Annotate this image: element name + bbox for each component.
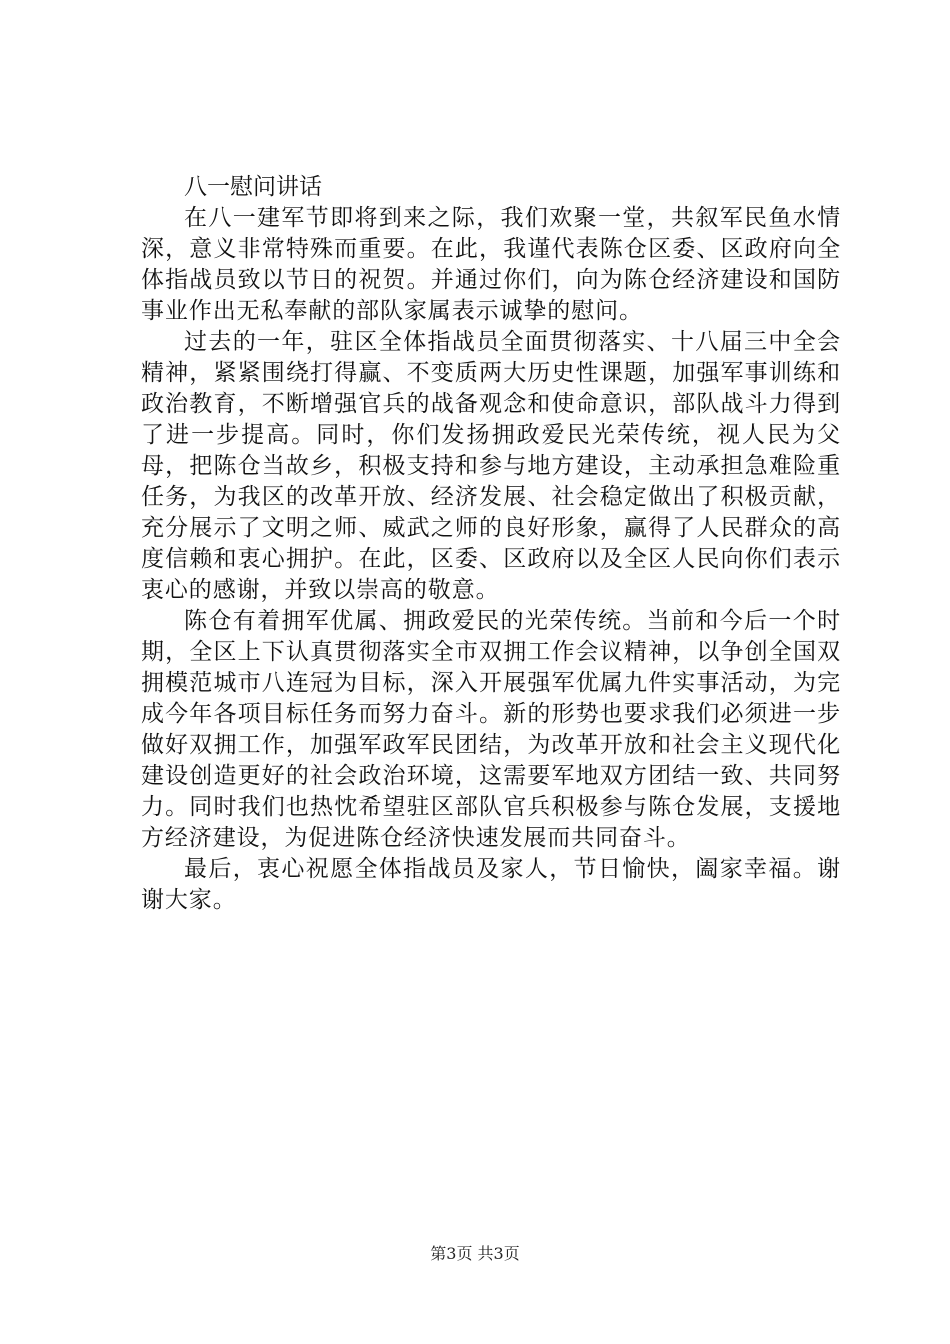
paragraph-closing: 最后，衷心祝愿全体指战员及家人，节日愉快，阖家幸福。谢谢大家。	[141, 856, 841, 913]
paragraph-greeting: 在八一建军节即将到来之际，我们欢聚一堂，共叙军民鱼水情深，意义非常特殊而重要。在此，我谨代表陈仓区委、区政府向全体指战员致以节日的祝贺。并通过你们，向为陈仓经济建设和国防事业作出无私奉献的部队家属表示诚挚的慰问。	[141, 205, 841, 324]
page-footer: 第3页 共3页	[430, 1244, 520, 1263]
document-title: 八一慰问讲话	[184, 174, 322, 200]
paragraph-tradition: 陈仓有着拥军优属、拥政爱民的光荣传统。当前和今后一个时期，全区上下认真贯彻落实全市双拥工作会议精神，以争创全国双拥模范城市八连冠为目标，深入开展强军优属九件实事活动，为完成今年各项目标任务而努力奋斗。新的形势也要求我们必须进一步做好双拥工作，加强军政军民团结，为改革开放和社会主义现代化建设创造更好的社会政治环境，这需要军地双方团结一致、共同努力。同时我们也热忱希望驻区部队官兵积极参与陈仓发展，支援地方经济建设，为促进陈仓经济快速发展而共同奋斗。	[141, 608, 841, 851]
document-body	[141, 172, 841, 916]
paragraph-review: 过去的一年，驻区全体指战员全面贯彻落实、十八届三中全会精神，紧紧围绕打得赢、不变质两大历史性课题，加强军事训练和政治教育，不断增强官兵的战备观念和使命意识，部队战斗力得到了进一步提高。同时，你们发扬拥政爱民光荣传统，视人民为父母，把陈仓当故乡，积极支持和参与地方建设，主动承担急难险重任务，为我区的改革开放、经济发展、社会稳定做出了积极贡献，充分展示了文明之师、威武之师的良好形象，赢得了人民群众的高度信赖和衷心拥护。在此，区委、区政府以及全区人民向你们表示衷心的感谢，并致以崇高的敬意。	[141, 329, 841, 603]
